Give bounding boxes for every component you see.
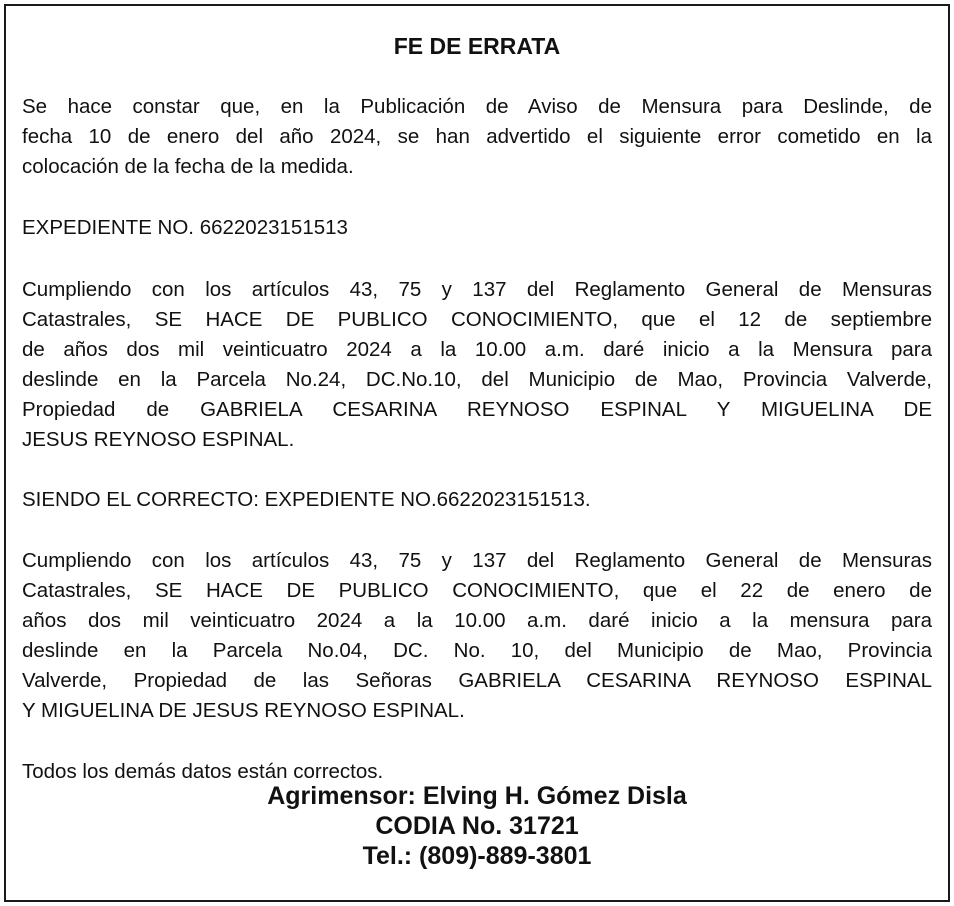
correct-text-line: Cumpliendo con los artículos 43, 75 y 137 del Reglamento General de Mensuras <box>22 549 932 572</box>
signature-phone: Tel.: (809)-889-3801 <box>362 842 592 870</box>
notice-frame <box>4 4 950 902</box>
wrong-text-line: de años dos mil veinticuatro 2024 a la 10.00 a.m. daré inicio a la Mensura para <box>22 338 932 361</box>
signature-name: Agrimensor: Elving H. Gómez Disla <box>267 782 687 810</box>
wrong-text-line: JESUS REYNOSO ESPINAL. <box>22 428 295 451</box>
wrong-text-line: deslinde en la Parcela No.24, DC.No.10, del Municipio de Mao, Provincia Valverde, <box>22 368 932 391</box>
intro-line: colocación de la fecha de la medida. <box>22 155 354 178</box>
wrong-expediente-text: EXPEDIENTE NO. 6622023151513 <box>22 216 348 239</box>
wrong-text-paragraph <box>22 275 932 455</box>
wrong-text-line: Catastrales, SE HACE DE PUBLICO CONOCIMIENTO, que el 12 de septiembre <box>22 308 932 331</box>
notice-title: FE DE ERRATA <box>393 33 561 59</box>
wrong-text-line: Propiedad de GABRIELA CESARINA REYNOSO ESPINAL Y MIGUELINA DE <box>22 398 932 421</box>
correct-text-line: deslinde en la Parcela No.04, DC. No. 10, del Municipio de Mao, Provincia <box>22 639 932 662</box>
closing-text: Todos los demás datos están correctos. <box>22 760 384 783</box>
correct-text-line: Catastrales, SE HACE DE PUBLICO CONOCIMIENTO, que el 22 de enero de <box>22 579 932 602</box>
intro-paragraph <box>22 92 932 182</box>
signature-codia: CODIA No. 31721 <box>375 812 579 840</box>
wrong-text-line: Cumpliendo con los artículos 43, 75 y 137 del Reglamento General de Mensuras <box>22 278 932 301</box>
correct-text-paragraph <box>22 546 932 726</box>
correct-expediente-text: SIENDO EL CORRECTO: EXPEDIENTE NO.6622023151513. <box>22 488 591 511</box>
intro-line: fecha 10 de enero del año 2024, se han advertido el siguiente error cometido en la <box>22 125 932 148</box>
correct-text-line: Valverde, Propiedad de las Señoras GABRIELA CESARINA REYNOSO ESPINAL <box>22 669 932 692</box>
correct-text-line: Y MIGUELINA DE JESUS REYNOSO ESPINAL. <box>22 699 465 722</box>
correct-text-line: años dos mil veinticuatro 2024 a la 10.00 a.m. daré inicio a la mensura para <box>22 609 932 632</box>
correct-expediente <box>22 485 932 515</box>
wrong-expediente <box>22 213 932 243</box>
intro-line: Se hace constar que, en la Publicación de Aviso de Mensura para Deslinde, de <box>22 95 932 118</box>
